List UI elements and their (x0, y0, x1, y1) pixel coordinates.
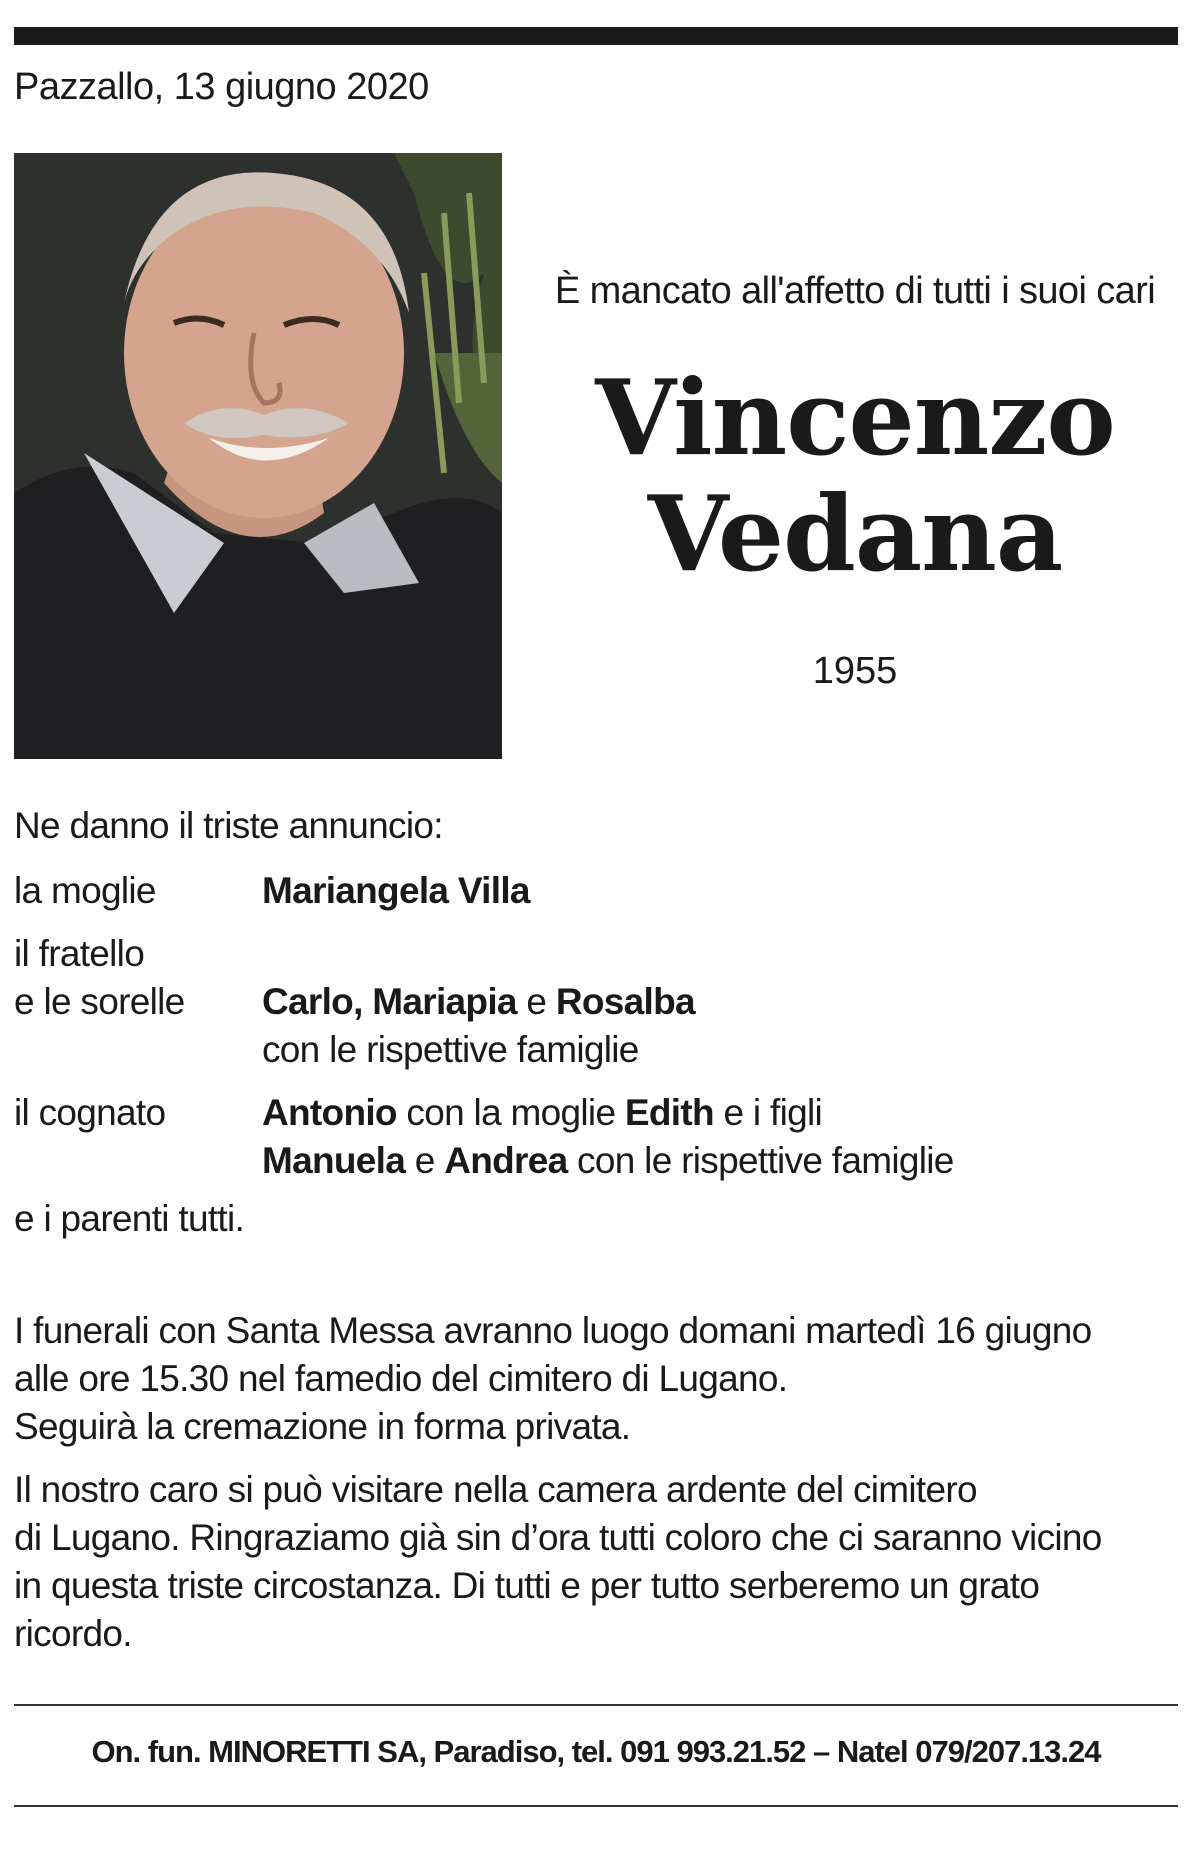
relation-label: la moglie (14, 870, 156, 911)
visit-line: di Lugano. Ringraziamo già sin d’ora tutti coloro che ci saranno vicino (14, 1517, 1102, 1558)
relation-label-line1: il fratello (14, 933, 145, 974)
announce-heading: Ne danno il triste annuncio: (14, 805, 443, 846)
relative-text: con le rispettive famiglie (567, 1140, 954, 1181)
visit-paragraph (14, 1466, 1178, 1658)
relative-names (262, 1089, 954, 1185)
portrait-photo (14, 153, 502, 759)
birth-year: 1955 (812, 650, 898, 692)
visit-line: ricordo. (14, 1613, 132, 1654)
first-name: Vincenzo (595, 356, 1115, 479)
relative-names (262, 867, 530, 915)
deceased-name (530, 356, 1180, 595)
relatives-closing: e i parenti tutti. (14, 1198, 245, 1239)
funeral-paragraph (14, 1307, 1178, 1451)
funeral-home-footer: On. fun. MINORETTI SA, Paradiso, tel. 091 993.21.52 – Natel 079/207.13.24 (91, 1734, 1101, 1769)
relation-label (14, 930, 185, 1026)
relative-name: Manuela (262, 1140, 406, 1181)
conjunction: e (516, 981, 556, 1022)
last-name: Vedana (647, 472, 1063, 595)
footer-rule-top (14, 1704, 1178, 1706)
top-rule (14, 27, 1178, 45)
intro-text: È mancato all'affetto di tutti i suoi cari (554, 270, 1156, 312)
relative-text: e (405, 1140, 445, 1181)
relative-note: con le rispettive famiglie (262, 1029, 639, 1070)
funeral-line: I funerali con Santa Messa avranno luogo domani martedì 16 giugno (14, 1310, 1092, 1351)
funeral-line: alle ore 15.30 nel famedio del cimitero di Lugano. (14, 1358, 788, 1399)
visit-line: Il nostro caro si può visitare nella camera ardente del cimitero (14, 1469, 977, 1510)
relation-label: il cognato (14, 1092, 166, 1133)
relative-name: Mariapia (372, 981, 517, 1022)
portrait-illustration (14, 153, 502, 759)
relative-name: Rosalba (555, 981, 695, 1022)
relation-label-line2: e le sorelle (14, 981, 185, 1022)
visit-line: in questa triste circostanza. Di tutti e per tutto serberemo un grato (14, 1565, 1040, 1606)
place-date: Pazzallo, 13 giugno 2020 (14, 66, 429, 108)
relative-name: Antonio (262, 1092, 397, 1133)
relative-names (262, 978, 695, 1074)
relative-text: e i figli (713, 1092, 823, 1133)
relative-name: Mariangela Villa (262, 870, 530, 911)
footer-rule-bottom (14, 1805, 1178, 1807)
separator: , (353, 981, 363, 1022)
funeral-line: Seguirà la cremazione in forma privata. (14, 1406, 631, 1447)
relative-text: con la moglie (396, 1092, 625, 1133)
relative-name: Carlo (262, 981, 354, 1022)
relative-name: Edith (624, 1092, 714, 1133)
relative-name: Andrea (444, 1140, 568, 1181)
